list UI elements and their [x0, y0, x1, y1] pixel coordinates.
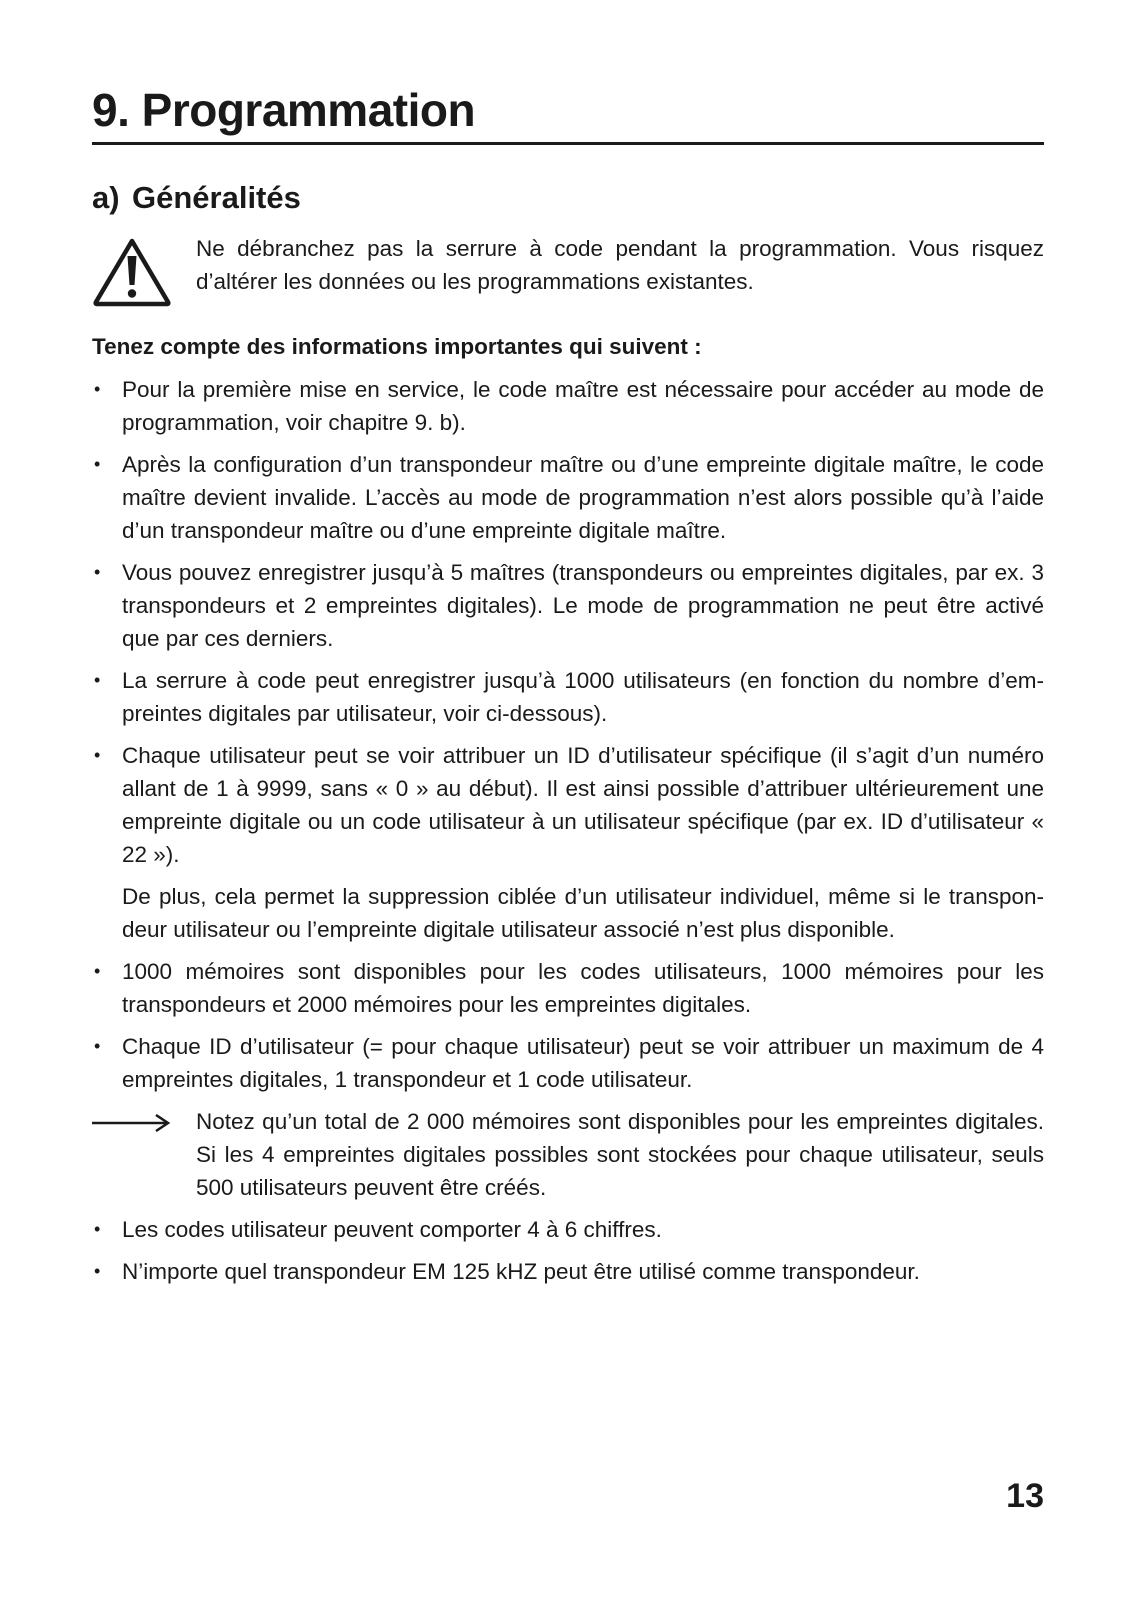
bullet-icon: • — [94, 745, 101, 765]
page-title: 9. Programmation — [92, 84, 476, 136]
list-item — [92, 664, 1044, 730]
bullet-icon: • — [94, 454, 101, 474]
list-item-text: La serrure à code peut enregistrer jusqu’à 1000 utilisateurs (en fonction du nombre d’empreintes digitales par utilisateur, voir ci-dessous). — [122, 668, 1044, 726]
warning-text: Ne débranchez pas la serrure à code pendant la programmation. Vous risquez d’altérer les données ou les programmations existantes. — [196, 236, 1044, 294]
list-item-text: Chaque utilisateur peut se voir attribuer un ID d’utilisateur spécifique (il s’agit d’un numéro allant de 1 à 9999, sans « 0 » au début). Il est ainsi possible d’attribuer ultérieurement une empreinte digitale ou un code utilisateur à un utilisateur spécifique (par ex. ID d’utilisateur « 22 »). — [122, 743, 1044, 867]
note-callout — [92, 1105, 1044, 1204]
list-item-text: Pour la première mise en service, le code maître est nécessaire pour accéder au mode de programmation, voir chapitre 9. b). — [122, 377, 1044, 435]
list-item — [92, 955, 1044, 1021]
bullet-icon: • — [94, 961, 101, 981]
list-item-text: Les codes utilisateur peuvent comporter 4 à 6 chiffres. — [122, 1217, 662, 1242]
list-item-continuation: De plus, cela permet la suppression ciblée d’un utilisateur individuel, même si le transpondeur utilisateur ou l’empreinte digitale utilisateur associé n’est plus disponible. — [122, 884, 1044, 942]
section-title: Généralités — [132, 180, 301, 215]
list-item-text: Chaque ID d’utilisateur (= pour chaque utilisateur) peut se voir attribuer un maximum de 4 empreintes digitales, 1 transpondeur et 1 code utilisateur. — [122, 1034, 1044, 1092]
bullet-icon: • — [94, 1261, 101, 1281]
intro-heading: Tenez compte des informations importantes qui suivent : — [92, 334, 702, 359]
information-list — [92, 373, 1044, 1297]
list-item — [92, 373, 1044, 439]
section-prefix: a) — [92, 180, 120, 215]
arrow-right-icon — [92, 1114, 172, 1132]
bullet-icon: • — [94, 1219, 101, 1239]
list-item-text: 1000 mémoires sont disponibles pour les codes utilisateurs, 1000 mémoires pour les transpondeurs et 2000 mémoires pour les empreintes digitales. — [122, 959, 1044, 1017]
list-item-text: Après la configuration d’un transpondeur maître ou d’une empreinte digitale maître, le code maître devient invalide. L’accès au mode de programmation n’est alors possible qu’à l’aide d’un transpondeur maître ou d’une empreinte digitale maître. — [122, 452, 1044, 543]
list-item — [92, 739, 1044, 946]
bullet-icon: • — [94, 379, 101, 399]
list-item — [92, 1213, 1044, 1246]
bullet-icon: • — [94, 562, 101, 582]
bullet-icon: • — [94, 670, 101, 690]
note-text: Notez qu’un total de 2 000 mémoires sont disponibles pour les empreintes digitales. Si les 4 empreintes digitales possibles sont stockées pour chaque utilisateur, seuls 500 utilisateurs peuvent être créés. — [196, 1109, 1044, 1200]
bullet-icon: • — [94, 1036, 101, 1056]
page-number: 13 — [1006, 1477, 1044, 1515]
list-item — [92, 1030, 1044, 1096]
section-heading — [92, 178, 301, 218]
warning-triangle-icon — [92, 236, 172, 308]
list-item — [92, 1255, 1044, 1288]
list-item — [92, 448, 1044, 547]
list-item-text: Vous pouvez enregistrer jusqu’à 5 maîtres (transpondeurs ou empreintes digitales, par ex. 3 transpondeurs et 2 empreintes digitales). Le mode de programmation ne peut être activé que par ces derniers. — [122, 560, 1044, 651]
title-underline — [92, 142, 1044, 145]
list-item-text: N’importe quel transpondeur EM 125 kHZ peut être utilisé comme transpondeur. — [122, 1259, 920, 1284]
list-item — [92, 556, 1044, 655]
